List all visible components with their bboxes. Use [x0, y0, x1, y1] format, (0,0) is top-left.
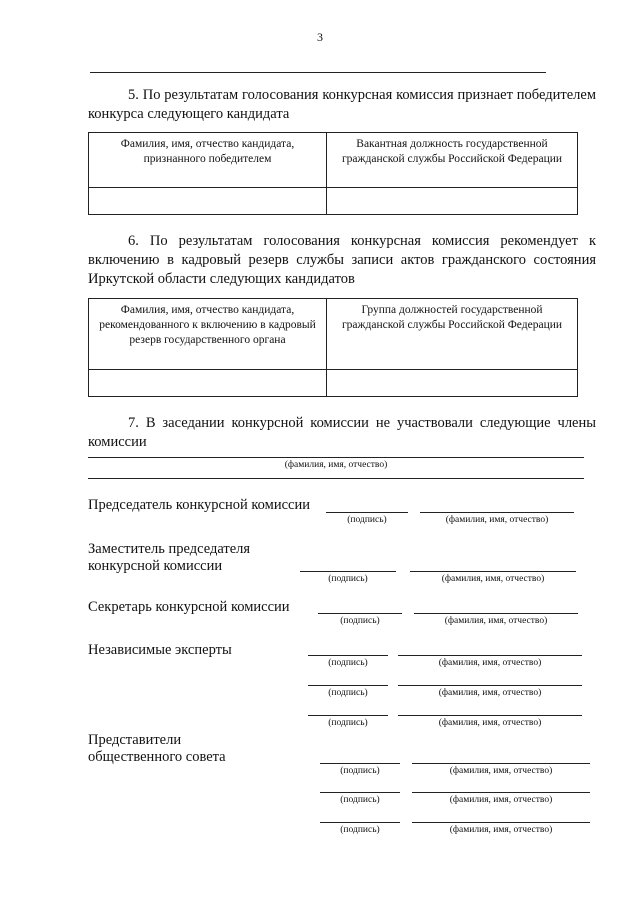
reserve-table-header-group: Группа должностей государственной гражданской службы Российской Федерации — [327, 299, 578, 370]
council-2-signature-line[interactable] — [320, 792, 400, 793]
council-1-signature-caption: (подпись) — [340, 766, 380, 776]
council-1-fio-caption: (фамилия, имя, отчество) — [449, 766, 553, 776]
winner-table-cell-position[interactable] — [327, 188, 578, 215]
secretary-signature-line[interactable] — [318, 613, 402, 614]
deputy-label-line1: Заместитель председателя — [88, 541, 251, 557]
reserve-table-cell-group[interactable] — [327, 370, 578, 397]
reserve-table — [88, 298, 578, 397]
separator-rule — [88, 478, 584, 479]
expert-1-fio-line[interactable] — [398, 655, 582, 656]
council-label-line1: Представители — [88, 732, 182, 748]
council-3-fio-line[interactable] — [412, 822, 590, 823]
expert-2-fio-caption: (фамилия, имя, отчество) — [438, 688, 542, 698]
council-1-signature-line[interactable] — [320, 763, 400, 764]
expert-2-signature-line[interactable] — [308, 685, 388, 686]
council-3-signature-line[interactable] — [320, 822, 400, 823]
experts-label: Независимые эксперты — [88, 642, 232, 658]
winner-table-cell-name[interactable] — [89, 188, 327, 215]
expert-1-signature-caption: (подпись) — [328, 658, 368, 668]
section-5-text: 5. По результатам голосования конкурсная комиссия признает победителем конкурса следующего кандидата — [88, 87, 596, 122]
deputy-label-line2: конкурсной комиссии — [88, 558, 223, 574]
chairman-signature-caption: (подпись) — [347, 515, 387, 525]
expert-3-signature-line[interactable] — [308, 715, 388, 716]
deputy-fio-caption: (фамилия, имя, отчество) — [441, 574, 545, 584]
deputy-signature-line[interactable] — [300, 571, 396, 572]
council-3-fio-caption: (фамилия, имя, отчество) — [449, 825, 553, 835]
absent-members-line[interactable] — [88, 457, 584, 458]
council-2-fio-caption: (фамилия, имя, отчество) — [449, 795, 553, 805]
deputy-signature-caption: (подпись) — [328, 574, 368, 584]
deputy-fio-line[interactable] — [410, 571, 576, 572]
chairman-signature-line[interactable] — [326, 512, 408, 513]
secretary-label: Секретарь конкурсной комиссии — [88, 599, 290, 615]
absent-members-caption: (фамилия, имя, отчество) — [284, 460, 388, 470]
expert-3-signature-caption: (подпись) — [328, 718, 368, 728]
expert-2-fio-line[interactable] — [398, 685, 582, 686]
winner-table-header-name: Фамилия, имя, отчество кандидата, признанного победителем — [89, 133, 327, 188]
section-6-text: 6. По результатам голосования конкурсная комиссия рекомендует к включению в кадровый резерв службы записи актов гражданского состояния Иркутской области следующих кандидатов — [88, 233, 596, 287]
council-1-fio-line[interactable] — [412, 763, 590, 764]
expert-3-fio-caption: (фамилия, имя, отчество) — [438, 718, 542, 728]
header-rule — [90, 72, 546, 73]
expert-3-fio-line[interactable] — [398, 715, 582, 716]
secretary-signature-caption: (подпись) — [340, 616, 380, 626]
chairman-fio-line[interactable] — [420, 512, 574, 513]
section-7-text: 7. В заседании конкурсной комиссии не участвовали следующие члены комиссии — [88, 415, 596, 450]
council-label-line2: общественного совета — [88, 749, 226, 765]
council-2-fio-line[interactable] — [412, 792, 590, 793]
expert-1-signature-line[interactable] — [308, 655, 388, 656]
winner-table — [88, 132, 578, 215]
reserve-table-header-name: Фамилия, имя, отчество кандидата, рекомендованного к включению в кадровый резерв государственного органа — [89, 299, 327, 370]
council-3-signature-caption: (подпись) — [340, 825, 380, 835]
secretary-fio-line[interactable] — [414, 613, 578, 614]
chairman-fio-caption: (фамилия, имя, отчество) — [445, 515, 549, 525]
council-2-signature-caption: (подпись) — [340, 795, 380, 805]
secretary-fio-caption: (фамилия, имя, отчество) — [444, 616, 548, 626]
reserve-table-cell-name[interactable] — [89, 370, 327, 397]
expert-2-signature-caption: (подпись) — [328, 688, 368, 698]
page-number: 3 — [317, 30, 323, 44]
winner-table-header-position: Вакантная должность государственной гражданской службы Российской Федерации — [327, 133, 578, 188]
expert-1-fio-caption: (фамилия, имя, отчество) — [438, 658, 542, 668]
chairman-label: Председатель конкурсной комиссии — [88, 497, 310, 513]
